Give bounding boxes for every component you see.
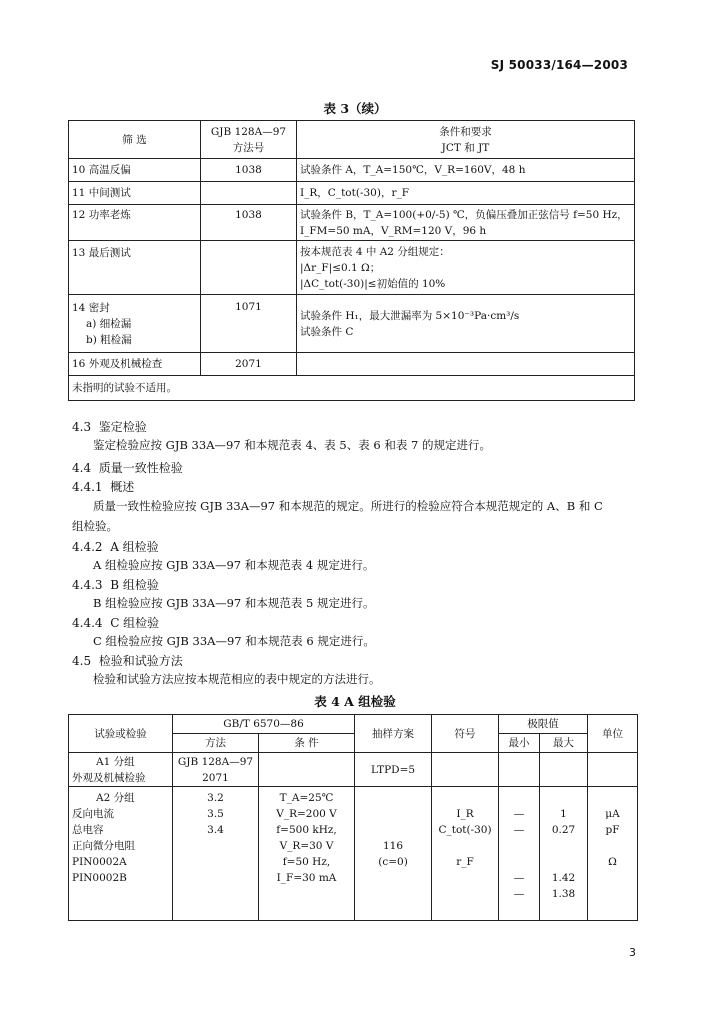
a1-max [540, 753, 588, 787]
document-number: SJ 50033/164—2003 [490, 58, 628, 72]
row-condition: 试验条件 H₁，最大泄漏率为 5×10⁻³Pa·cm³/s 试验条件 C [297, 295, 635, 353]
row-method: 1071 [201, 295, 297, 353]
table3-footnote: 未指明的试验不适用。 [69, 376, 635, 401]
table-row [69, 159, 635, 182]
table3-caption: 表 3（续） [323, 101, 387, 116]
table3-head-conditions: 条件和要求 JCT 和 JT [297, 121, 635, 159]
section-4-4-1-text-line2: 组检验。 [72, 519, 118, 533]
table4-head-limit: 极限值 [499, 715, 588, 734]
section-4-3-heading: 4.3 鉴定检验 [72, 420, 147, 434]
a1-symbol [432, 753, 499, 787]
page-number: 3 [629, 946, 636, 959]
section-4-4-4-text: C 组检验应按 GJB 33A—97 和本规范表 6 规定进行。 [93, 634, 375, 648]
row-method [201, 241, 297, 295]
row-condition: 试验条件 B，T_A=100(+0/-5) ℃，负偏压叠加正弦信号 f=50 Hz， I_FM=50 mA，V_RM=120 V，96 h [297, 205, 635, 241]
row-name: 16 外观及机械检查 [69, 353, 201, 376]
section-4-5-heading: 4.5 检验和试验方法 [72, 654, 183, 668]
section-4-4-4-heading: 4.4.4 C 组检验 [72, 616, 160, 630]
a1-cond [259, 753, 355, 787]
a2-units: μA pF Ω [588, 787, 638, 921]
table3-head-method: GJB 128A—97 方法号 [201, 121, 297, 159]
table4 [68, 714, 638, 921]
table3-footnote-row [69, 376, 635, 401]
table4-head-sampling: 抽样方案 [355, 715, 432, 753]
row-method: 1038 [201, 159, 297, 182]
table4-head-unit: 单位 [588, 715, 638, 753]
table4-head-conditions: 条 件 [259, 734, 355, 753]
section-4-4-heading: 4.4 质量一致性检验 [72, 461, 183, 475]
a2-max-values: 1 0.27 1.42 1.38 [540, 787, 588, 921]
table4-head-method: 方法 [173, 734, 259, 753]
table3-header-row [69, 121, 635, 159]
section-4-5-text: 检验和试验方法应按本规范相应的表中规定的方法进行。 [93, 672, 381, 686]
section-4-4-1-text-line1: 质量一致性检验应按 GJB 33A—97 和本规范的规定。所进行的检验应符合本规范规定的 A、B 和 C [93, 499, 603, 513]
row-method [201, 182, 297, 205]
table-row [69, 753, 638, 787]
section-4-4-3-text: B 组检验应按 GJB 33A—97 和本规范表 5 规定进行。 [93, 596, 375, 610]
a1-unit [588, 753, 638, 787]
table-row [69, 787, 638, 921]
row-condition: I_R，C_tot(-30)，r_F [297, 182, 635, 205]
table3-head-screen: 筛 选 [69, 121, 201, 159]
a1-min [499, 753, 540, 787]
table4-head-max: 最大 [540, 734, 588, 753]
table-row [69, 205, 635, 241]
a2-names: A2 分组 反向电流 总电容 正向微分电阻 PIN0002A PIN0002B [69, 787, 173, 921]
row-name: 10 高温反偏 [69, 159, 201, 182]
section-4-4-3-heading: 4.4.3 B 组检验 [72, 578, 159, 592]
row-name: 12 功率老炼 [69, 205, 201, 241]
row-condition: 试验条件 A，T_A=150℃，V_R=160V，48 h [297, 159, 635, 182]
a2-symbols: I_R C_tot(-30) r_F [432, 787, 499, 921]
table4-head-symbol: 符号 [432, 715, 499, 753]
row-condition: 按本规范表 4 中 A2 分组规定： |Δr_F|≤0.1 Ω； |ΔC_tot(-30)|≤初始值的 10% [297, 241, 635, 295]
table4-caption: 表 4 A 组检验 [314, 694, 396, 709]
section-4-4-2-text: A 组检验应按 GJB 33A—97 和本规范表 4 规定进行。 [93, 558, 375, 572]
table4-header-row [69, 715, 638, 734]
row-method: 2071 [201, 353, 297, 376]
a1-sampling: LTPD=5 [355, 753, 432, 787]
section-4-3-text: 鉴定检验应按 GJB 33A—97 和本规范表 4、表 5、表 6 和表 7 的规定进行。 [93, 438, 491, 452]
a1-name: A1 分组 外观及机械检验 [69, 753, 173, 787]
row-condition [297, 353, 635, 376]
table4-head-test: 试验或检验 [69, 715, 173, 753]
a2-conditions: T_A=25℃ V_R=200 V f=500 kHz, V_R=30 V f=50 Hz, I_F=30 mA [259, 787, 355, 921]
section-4-4-1-heading: 4.4.1 概述 [72, 480, 135, 494]
table4-head-min: 最小 [499, 734, 540, 753]
table-row [69, 182, 635, 205]
row-name: 11 中间测试 [69, 182, 201, 205]
row-method: 1038 [201, 205, 297, 241]
a2-methods: 3.2 3.5 3.4 [173, 787, 259, 921]
a1-method: GJB 128A—97 2071 [173, 753, 259, 787]
a2-min-values: — — — — [499, 787, 540, 921]
table-row [69, 353, 635, 376]
row-name: 14 密封 a) 细检漏 b) 粗检漏 [69, 295, 201, 353]
a2-sampling: 116 (c=0) [355, 787, 432, 921]
table-row [69, 295, 635, 353]
row-name: 13 最后测试 [69, 241, 201, 295]
section-4-4-2-heading: 4.4.2 A 组检验 [72, 540, 159, 554]
table4-head-gbt: GB/T 6570—86 [173, 715, 355, 734]
table-row [69, 241, 635, 295]
table3 [68, 120, 635, 401]
